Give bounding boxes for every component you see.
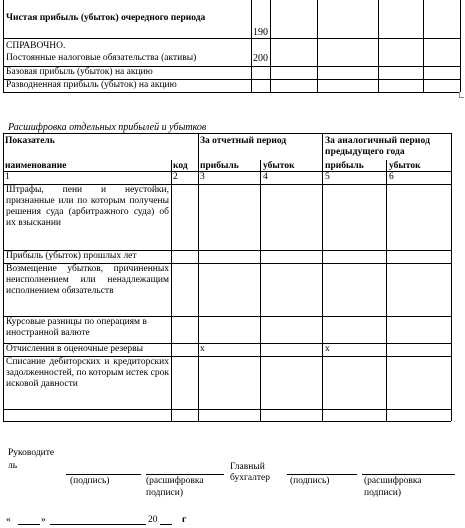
header-indicator: Показатель (5, 136, 55, 146)
accountant-signature-caption: (подпись) (290, 476, 330, 486)
row-name-prior-years: Прибыль (убыток) прошлых лет (6, 251, 137, 261)
reference-label: СПРАВОЧНО. (6, 41, 66, 51)
corner-mark (459, 92, 464, 98)
column-number: 1 (5, 172, 10, 182)
table-col-line (260, 160, 261, 421)
table-col-line (322, 133, 323, 421)
top-table-border-right (460, 0, 461, 92)
column-number: 3 (200, 172, 205, 182)
top-table-row-line (3, 38, 460, 39)
basic-eps-label: Базовая прибыль (убыток) на акцию (6, 67, 153, 77)
table-col-line (198, 133, 199, 421)
top-table-row-line (3, 92, 460, 93)
date-quote-close: » (41, 515, 46, 525)
header-previous-period: За аналогичный период предыдущего года (325, 136, 430, 157)
row-name-write-off: Списание дебиторских и кредиторских задолженностей, по которым истек срок исковой давности (6, 357, 169, 389)
head-signature-caption: (подпись) (70, 476, 110, 486)
header-code: код (173, 161, 188, 171)
reserves-previous-profit-cell: x (325, 344, 330, 354)
reserves-current-profit-cell: x (200, 344, 205, 354)
table-border-right (451, 133, 452, 421)
head-label-line2: ль (8, 461, 18, 471)
table-border-top (3, 133, 451, 134)
accountant-decoding-line[interactable] (362, 474, 455, 475)
date-quote-open: « (6, 515, 11, 525)
header-name: наименование (5, 161, 67, 171)
date-year-suffix: г (182, 515, 187, 525)
accountant-decoding-caption-line1: (расшифровка (364, 476, 422, 486)
row-name-fines: Штрафы, пени и неустойки, признанные или по которым получены решения суда (арбитражного суда) об их взыскании (6, 185, 169, 228)
column-number: 5 (325, 172, 330, 182)
row-name-damages: Возмещение убытков, причиненных неисполнением или ненадлежащим исполнением обязательств (6, 264, 169, 296)
diluted-eps-label: Разводненная прибыль (убыток) на акцию (6, 80, 177, 90)
head-decoding-caption-line2: подписи) (146, 488, 184, 498)
head-signature-line[interactable] (66, 474, 141, 475)
net-profit-code: 190 (253, 27, 268, 38)
date-year-line[interactable] (160, 524, 172, 525)
header-previous-loss: убыток (389, 161, 421, 171)
head-label-line1: Руководите (8, 448, 55, 458)
table-col-line (386, 160, 387, 421)
accountant-signature-line[interactable] (287, 474, 357, 475)
column-number: 4 (263, 172, 268, 182)
tax-obligations-code: 200 (253, 53, 268, 64)
table-border-left (3, 133, 4, 421)
net-profit-label: Чистая прибыль (убыток) очередного периода (6, 13, 206, 23)
date-day-line[interactable] (18, 524, 40, 525)
section-title: Расшифровка отдельных прибылей и убытков (8, 122, 207, 133)
row-name-reserves: Отчисления в оценочные резервы (6, 344, 143, 354)
accountant-decoding-caption-line2: подписи) (364, 488, 402, 498)
table-border-bottom (3, 421, 451, 422)
header-current-period: За отчетный период (200, 136, 287, 146)
date-year-prefix: 20 (148, 515, 158, 525)
date-month-line[interactable] (50, 524, 146, 525)
column-number: 2 (173, 172, 178, 182)
header-current-loss: убыток (263, 161, 295, 171)
column-number: 6 (389, 172, 394, 182)
header-previous-profit: прибыль (325, 161, 364, 171)
head-decoding-caption-line1: (расшифровка (146, 476, 204, 486)
tax-obligations-label: Постоянные налоговые обязательства (активы) (6, 53, 197, 63)
row-name-exchange-diff: Курсовые разницы по операциям в иностранной валюте (6, 317, 147, 338)
chief-accountant-label: Главный бухгалтер (230, 462, 271, 483)
table-col-line (171, 160, 172, 421)
head-decoding-line[interactable] (146, 474, 224, 475)
table-row-line (3, 409, 451, 410)
header-current-profit: прибыль (200, 161, 239, 171)
